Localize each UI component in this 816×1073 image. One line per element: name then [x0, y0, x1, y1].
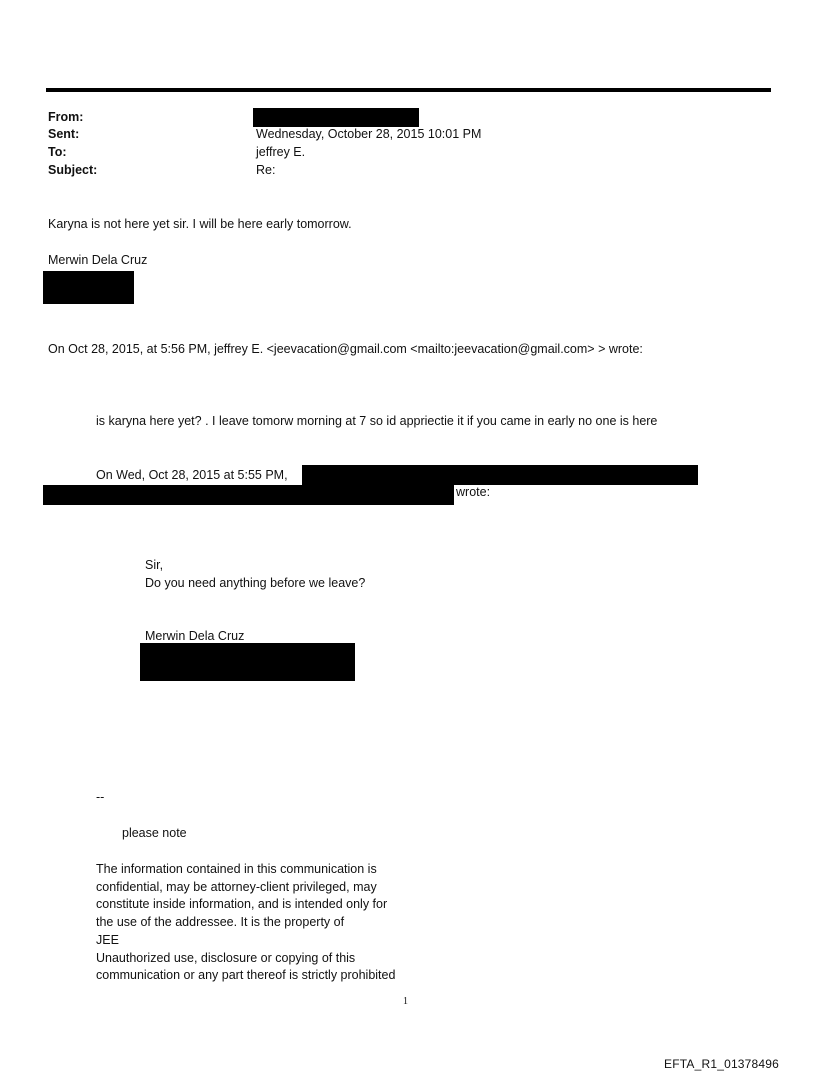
reply-quote-header: On Oct 28, 2015, at 5:56 PM, jeffrey E. <jeevacation@gmail.com <mailto:jeevacation@gmail.com> > wrote: — [48, 342, 643, 356]
disclaimer-line: Unauthorized use, disclosure or copying of this — [96, 951, 356, 965]
footer-separator: -- — [96, 790, 105, 804]
disclaimer-line: constitute inside information, and is intended only for — [96, 897, 388, 911]
reply-body: Karyna is not here yet sir. I will be here early tomorrow. — [48, 217, 352, 231]
disclaimer-line: JEE — [96, 933, 119, 947]
disclaimer-line: communication or any part thereof is strictly prohibited — [96, 968, 396, 982]
disclaimer-line: the use of the addressee. It is the property of — [96, 915, 345, 929]
subject-label: Subject: — [48, 163, 98, 177]
from-label: From: — [48, 110, 84, 124]
quoted2-greeting: Sir, — [145, 558, 164, 572]
sent-label: Sent: — [48, 127, 80, 141]
to-label: To: — [48, 145, 67, 159]
redacted-from — [253, 108, 419, 127]
disclaimer-line: The information contained in this communication is — [96, 862, 377, 876]
reply-signature: Merwin Dela Cruz — [48, 253, 148, 267]
subject-value: Re: — [256, 163, 276, 177]
to-value: jeffrey E. — [256, 145, 306, 159]
quoted2-body: Do you need anything before we leave? — [145, 576, 366, 590]
redacted-sender-line2 — [43, 485, 454, 505]
quoted1-header-start: On Wed, Oct 28, 2015 at 5:55 PM, — [96, 468, 288, 482]
disclaimer-line: confidential, may be attorney-client privileged, may — [96, 880, 377, 894]
header-rule — [46, 88, 771, 92]
sent-value: Wednesday, October 28, 2015 10:01 PM — [256, 127, 482, 141]
redacted-signature-block — [43, 271, 134, 304]
document-id: EFTA_R1_01378496 — [664, 1057, 780, 1071]
quoted2-signature: Merwin Dela Cruz — [145, 629, 245, 643]
quoted1-header-end: wrote: — [456, 485, 491, 499]
please-note: please note — [122, 826, 187, 840]
redacted-signature-block-2 — [140, 643, 355, 681]
quoted1-body: is karyna here yet? . I leave tomorw morning at 7 so id appriectie it if you came in early no one is here — [96, 414, 658, 428]
page-number: 1 — [403, 996, 408, 1007]
redacted-sender-line1 — [302, 465, 698, 485]
